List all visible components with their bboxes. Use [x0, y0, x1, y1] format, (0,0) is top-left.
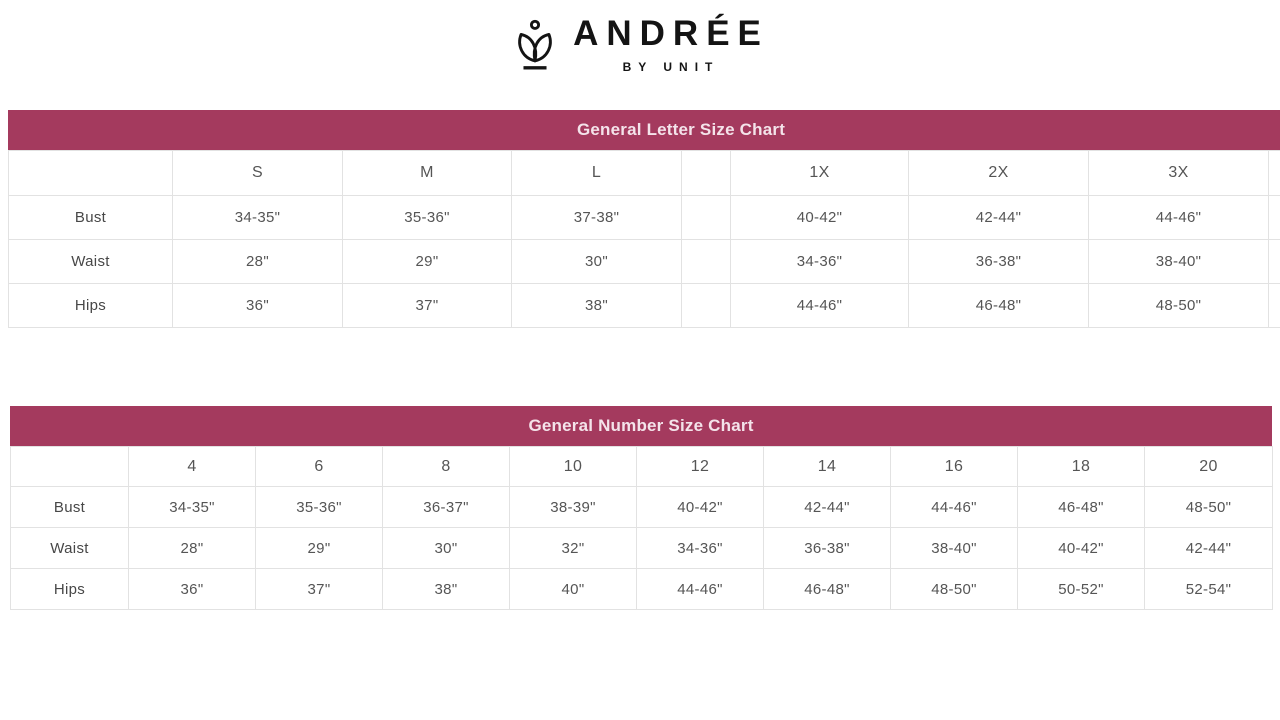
- number-size-chart-table-container: [10, 446, 1272, 610]
- size-value-cell: 28": [173, 240, 343, 284]
- size-value-cell: 46-48": [764, 569, 891, 610]
- table-row: [11, 528, 1273, 569]
- letter-chart-title: General Letter Size Chart: [8, 110, 1280, 150]
- size-value-cell: 40": [510, 569, 637, 610]
- row-label-cell: Hips: [9, 284, 173, 328]
- empty-header-cell: [1269, 151, 1280, 196]
- brand-logo: [511, 16, 769, 74]
- size-value-cell: 46-48": [1018, 487, 1145, 528]
- size-value-cell: 37-38": [512, 196, 682, 240]
- letter-chart-table: [8, 150, 1280, 328]
- row-label-cell: Waist: [11, 528, 129, 569]
- size-value-cell: 37": [343, 284, 512, 328]
- empty-cell: [682, 284, 731, 328]
- number-size-chart-section: [10, 406, 1272, 610]
- size-value-cell: 46-48": [909, 284, 1089, 328]
- size-value-cell: 36-38": [764, 528, 891, 569]
- number-chart-table: [10, 446, 1273, 610]
- site-header: [0, 0, 1280, 110]
- table-row: [9, 240, 1280, 284]
- row-label-cell: Bust: [9, 196, 173, 240]
- size-value-cell: 34-36": [731, 240, 909, 284]
- size-value-cell: 38-40": [1089, 240, 1269, 284]
- size-value-cell: 52-54": [1145, 569, 1273, 610]
- size-value-cell: 36-38": [909, 240, 1089, 284]
- size-value-cell: 35-36": [343, 196, 512, 240]
- size-value-cell: 30": [512, 240, 682, 284]
- size-value-cell: 44-46": [891, 487, 1018, 528]
- size-value-cell: 42-44": [909, 196, 1089, 240]
- brand-text: [569, 16, 769, 74]
- empty-header-cell: [682, 151, 731, 196]
- column-header-cell: S: [173, 151, 343, 196]
- size-value-cell: 38": [512, 284, 682, 328]
- column-header-row: [9, 151, 1280, 196]
- empty-cell: [1269, 284, 1280, 328]
- size-value-cell: 44-46": [637, 569, 764, 610]
- row-label-cell: Bust: [11, 487, 129, 528]
- size-value-cell: 36": [129, 569, 256, 610]
- column-header-cell: 8: [383, 447, 510, 487]
- size-value-cell: 32": [510, 528, 637, 569]
- size-value-cell: 29": [343, 240, 512, 284]
- number-chart-title: General Number Size Chart: [10, 406, 1272, 446]
- letter-size-chart-table-container: [8, 150, 1280, 328]
- column-header-cell: 4: [129, 447, 256, 487]
- table-row: [9, 196, 1280, 240]
- size-value-cell: 44-46": [731, 284, 909, 328]
- row-label-cell: Waist: [9, 240, 173, 284]
- empty-header-cell: [9, 151, 173, 196]
- size-value-cell: 40-42": [637, 487, 764, 528]
- column-header-cell: 18: [1018, 447, 1145, 487]
- size-value-cell: 29": [256, 528, 383, 569]
- column-header-row: [11, 447, 1273, 487]
- size-value-cell: 36-37": [383, 487, 510, 528]
- size-value-cell: 38": [383, 569, 510, 610]
- empty-header-cell: [11, 447, 129, 487]
- size-value-cell: 34-35": [129, 487, 256, 528]
- empty-cell: [1269, 240, 1280, 284]
- column-header-cell: 1X: [731, 151, 909, 196]
- size-value-cell: 50-52": [1018, 569, 1145, 610]
- empty-cell: [1269, 196, 1280, 240]
- size-value-cell: 40-42": [1018, 528, 1145, 569]
- size-value-cell: 35-36": [256, 487, 383, 528]
- brand-name: ANDRÉE: [573, 14, 769, 53]
- size-value-cell: 30": [383, 528, 510, 569]
- table-row: [11, 569, 1273, 610]
- size-value-cell: 42-44": [764, 487, 891, 528]
- column-header-cell: 16: [891, 447, 1018, 487]
- column-header-cell: 10: [510, 447, 637, 487]
- size-value-cell: 38-40": [891, 528, 1018, 569]
- column-header-cell: 6: [256, 447, 383, 487]
- size-value-cell: 40-42": [731, 196, 909, 240]
- size-value-cell: 48-50": [1145, 487, 1273, 528]
- size-value-cell: 48-50": [891, 569, 1018, 610]
- size-value-cell: 37": [256, 569, 383, 610]
- size-value-cell: 28": [129, 528, 256, 569]
- empty-cell: [682, 196, 731, 240]
- size-value-cell: 34-35": [173, 196, 343, 240]
- letter-size-chart-section: [8, 110, 1280, 328]
- size-value-cell: 38-39": [510, 487, 637, 528]
- table-row: [11, 487, 1273, 528]
- column-header-cell: L: [512, 151, 682, 196]
- brand-tagline: BY UNIT: [622, 60, 720, 74]
- column-header-cell: 2X: [909, 151, 1089, 196]
- column-header-cell: 3X: [1089, 151, 1269, 196]
- tulip-flower-icon: [511, 17, 559, 74]
- column-header-cell: 20: [1145, 447, 1273, 487]
- column-header-cell: 12: [637, 447, 764, 487]
- column-header-cell: 14: [764, 447, 891, 487]
- size-value-cell: 36": [173, 284, 343, 328]
- size-value-cell: 42-44": [1145, 528, 1273, 569]
- column-header-cell: M: [343, 151, 512, 196]
- size-value-cell: 48-50": [1089, 284, 1269, 328]
- empty-cell: [682, 240, 731, 284]
- size-value-cell: 44-46": [1089, 196, 1269, 240]
- table-row: [9, 284, 1280, 328]
- row-label-cell: Hips: [11, 569, 129, 610]
- size-value-cell: 34-36": [637, 528, 764, 569]
